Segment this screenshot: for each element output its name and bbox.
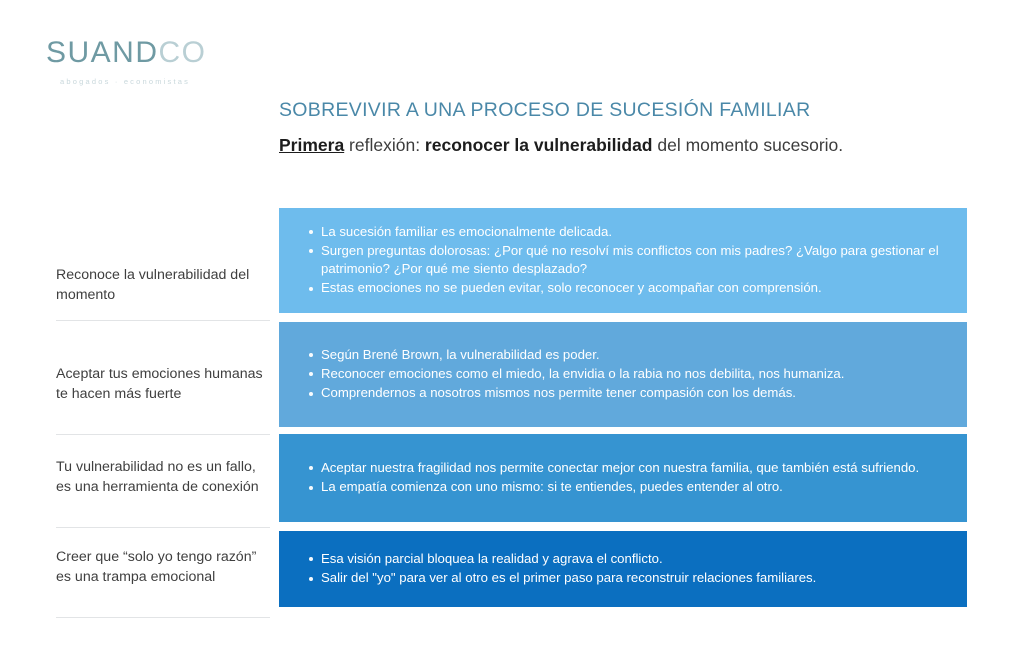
row-panel (279, 531, 967, 607)
bullet-item: Salir del "yo" para ver al otro es el primer paso para reconstruir relaciones familiares. (321, 569, 945, 587)
bullet-list (301, 550, 945, 588)
subtitle-mid: reflexión: (344, 135, 425, 155)
bullet-item: Surgen preguntas dolorosas: ¿Por qué no resolví mis conflictos con mis padres? ¿Valgo para gestionar el patrimonio? ¿Por qué me siento desplazado? (321, 242, 945, 278)
row-divider (56, 320, 270, 321)
page-title: SOBREVIVIR A UNA PROCESO DE SUCESIÓN FAMILIAR (279, 99, 811, 121)
bullet-list (301, 223, 945, 299)
subtitle-emphasis: reconocer la vulnerabilidad (424, 135, 653, 155)
logo-wordmark-secondary: CO (158, 36, 207, 69)
row-label: Aceptar tus emociones humanas te hacen más fuerte (56, 366, 263, 402)
row-divider (56, 527, 270, 528)
row-label: Tu vulnerabilidad no es un fallo, es una herramienta de conexión (56, 459, 259, 495)
row-panel (279, 434, 967, 522)
bullet-item: Esa visión parcial bloquea la realidad y agrava el conflicto. (321, 550, 945, 568)
bullet-list (301, 346, 945, 404)
bullet-item: La empatía comienza con uno mismo: si te entiendes, puedes entender al otro. (321, 478, 945, 496)
bullet-list (301, 459, 945, 497)
subtitle-tail: del momento sucesorio. (652, 135, 844, 155)
row-label: Creer que “solo yo tengo razón” es una trampa emocional (56, 549, 257, 585)
row-divider (56, 434, 270, 435)
subtitle-lead: Primera (279, 135, 345, 155)
bullet-item: Comprendernos a nosotros mismos nos permite tener compasión con los demás. (321, 384, 945, 402)
logo-tagline: abogados · economistas (60, 77, 191, 86)
row-divider (56, 617, 270, 618)
row-panel (279, 322, 967, 427)
bullet-item: Aceptar nuestra fragilidad nos permite conectar mejor con nuestra familia, que también está sufriendo. (321, 459, 945, 477)
logo-wordmark-primary: SUAND (46, 36, 159, 69)
bullet-item: Reconocer emociones como el miedo, la envidia o la rabia no nos debilita, nos humaniza. (321, 365, 945, 383)
bullet-item: Estas emociones no se pueden evitar, solo reconocer y acompañar con comprensión. (321, 279, 945, 297)
bullet-item: Según Brené Brown, la vulnerabilidad es poder. (321, 346, 945, 364)
bullet-item: La sucesión familiar es emocionalmente delicada. (321, 223, 945, 241)
row-panel (279, 208, 967, 313)
row-label: Reconoce la vulnerabilidad del momento (56, 267, 250, 303)
